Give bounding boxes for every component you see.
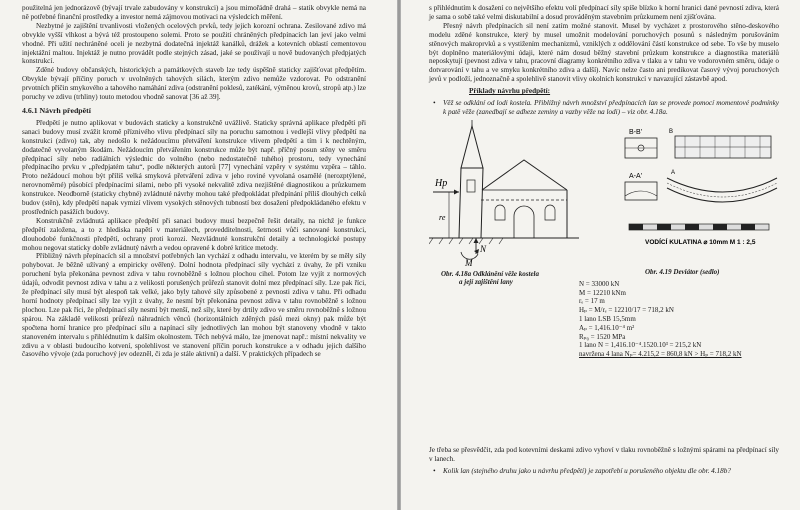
paragraph: Je třeba se přesvědčit, zda pod kotevními deskami zdivo vyhoví v tlaku rovnoběžně s ložnými spárami na předpínací síly v lanech. [429,446,779,463]
n-label: N [480,243,487,254]
deviator-figure [605,120,781,252]
paragraph: Předpětí je nutno aplikovat v budovách staticky a konstrukčně uvážlivě. Staticky správná aplikace předpětí při sanaci budovy musí zvážit kromě příznivého vlivu předpínací síly na poruchu samotnou i vedlejší vlivy předpětí na konstrukci (zdivo) tak, aby nedošlo k nežádoucímu přetváření konstrukce vlivem předpětí a tím i k nechtěným, dodatečně vyvolaným škodám. Nežádoucím přetvářením konstrukce může být např. příčný posun stěny ve směru předpínací síly nebo radiálních výslednic do volného (nebo nedostatečně tuhého) prostoru, tedy vynechání předpínacího prvku v „předpjatém tahu“, podle některých autorů [77] vynechání vzpěry v systému vzpěra – táhlo. Proto nežádoucí mohou být příliš velká smyková přetváření zdiva v jeho roviné vyvolaná osamělé (nerozptýlené, nerovnoměrné) působící předpínacími silami, nebo při vysoké nekvalitě zdiva nezjištěné diagnostikou a průzkumem konstrukce. Neodborně (staticky chybné) zvládnuté návrhy mohou také předpokládat předpínání příliš dlouhých celků budov (stěn), kdy předpětí napak vymizí vlivem vysokých stěnových tubností bez dosažení předpokládaného efektu v prostředních pasážích budovy. [22,118,366,216]
calc-line: Rₚ₀ = 1520 MPa [579,332,626,341]
paragraph: Konstrukčně zvládnutá aplikace předpětí při sanaci budovy musí bezpečně řešit detaily, na nichž je funkce předpětí založena, a to z hlediska napětí v materiálech, provedditelnosti, šetrnosti vůči sanované konstrukci, dlouhodobé funkčnosti předpětí, ochrany proti korozi. Nezvládnuté konstrukční detaily a technologické postupy mohou negovat staticky dobře zvládnutý návrh a vedou opravené k dobré kritice metody. [22,216,366,252]
calc-line: M = 12210 kNm [579,288,626,297]
figure-caption: Obr. 4.19 Deviátor (sedlo) [645,267,720,276]
bullet-item: • Věž se odklání od lodi kostela. Přibližný návrh množství předpínacích lan se provede pomocí momentové podmínky k patě věže (zanedbají se adheze zeminy a vazby věže na lodi) – viz obr. 4.18a. [429,99,779,117]
right-page [401,0,800,510]
church-tower-figure [429,120,579,270]
mark-b-label: B [669,128,674,135]
paragraph: Nezbytné je zajištění trvanlivosti vložených ocelových prvků, tedy jejich korozní ochrana. Zesilované zdivo má obvykle vyšší vlhkost a bývá též prostoupeno solemi. Proto se použití chráněných předpínacích lan jeví jako velmi vhodné. Při užití nechráněné oceli je nezbytná dodatečná injektáž kanálků, drážek a kotevních oblastí cementovou injektážní maltou. Injektáž je nutno provádět podle stejných zásad, jaké se používají u nově budovaných předpjatých konstrukcí. [22,21,366,66]
calc-line: rₑ = 17 m [579,297,605,306]
paragraph: použitelná jen jednorázově (bývají trvale zabudovány v konstrukci) a jsou mimořádně drahá – statik obvykle nemá na ně potřebné finanční prostředky a investor nemá zájmovou motivaci na výsledcích měření. [22,4,366,21]
calculation-block [579,280,784,359]
left-page [0,0,397,510]
caption-line: a její zajištění lany [459,278,513,287]
section-heading: 4.6.1 Návrh předpětí [22,105,91,115]
paragraph: Přesný návrh předpínacích sil není zatím možné stanovit. Musel by vycházet z prostorového stěno-deskového modelu zděné konstrukce, který by musel umožnit modelování poruchových posunů s následným porušováním stěnových makroprvků a s vystižením mechanizmů, vzniklých z oddělování částí konstrukce od sebe. To vše by muselo být doplněno materiálovými údaji, které nám dosud běžný stavební průzkum konstrukce a diagnostika materiálů neposkytují (pevnost zdiva v tahu, pracovní diagramy konkrétního zdiva v tlaku a v tahu ve vodorovném směru, údaje o dotvarování v tahu a ve smyku konkrétního zdiva a další). Navíc nelze často ani predikovat časový vývoj poruchových jevů v podloží, jednoznačně a spolehlivě stanovit vlivy okolních konstrukcí v navazující zástavbě apod. [429,21,779,84]
section-bb-label: B-B' [629,128,643,136]
calc-line: Hₚ = M/rₑ = 12210/17 = 718,2 kN [579,306,674,315]
section-aa-label: A-A' [629,172,643,180]
figures-area [429,120,779,359]
hp-label: Hp [435,177,448,189]
right-page-bottom [429,446,779,479]
caption-line: Obr. 4.18a Odklánění věže kostela [441,269,539,278]
calc-line: 1 lano N = 1,416.10⁻⁴.1520.10³ = 215,2 kN [579,341,702,350]
paragraph: Zděné budovy občanských, historických a památkových staveb lze tedy úspěšně staticky zajišťovat předpětím. Obvykle bývají příčiny poruch v uvolněných tahových silách, kterým zdivo nemůže vzdorovat. Po odstranění prvotních příčin smykového a tahového namáhání zdiva (odstranění poklesů, zatékání, výměnou krovů, stropů atp.) lze poruchy ve zdivu (trhliny) touto metodou vhodně sanovat [36 až 39]. [22,66,366,102]
calc-line: Aₚ = 1,416.10⁻⁴ m² [579,323,635,332]
calc-line: 1 lano LSB 15,5mm [579,315,636,324]
left-page-text [22,4,366,359]
figure-caption [441,270,539,287]
examples-title: Příklady návrhu předpětí: [469,87,551,96]
paragraph: Přibližný návrh přepínacích sil a množství potřebných lan vychází z odhadu intervalu, ve kterém by se měly síly pohybovat. Je běžně užívaný a empiricky ověřený. Dolní hodnota předpínací síly vychází z úvahy, že při vzniku poruchení byla překonána pevnost zdiva v tahu rovnoběžně s ložnou plochou cihel. Potom lze vyjít z normových údajů, odvodit pevnost zdiva v tahu a z velikosti porušených průřezů stanovit dolní mez předpínací síly. Lze pak říci, že předpínací síly musí být alespoň tak velké, jako byly tahové síly způsobené z pevnosti zdiva v tahu. Při odhadu horní hodnoty předpínací síly lze vyjít z úvahy, že nesmí být překonána pevnost zdiva v tahu rovnoběžně s ložnou plochou. Lze pak říci, že předpínací síly nesmí být menší, než síly, které by drtily zdivo ve směru rovnoběžně s ložnou spárou. Na základě velikosti průřezů náhradních věnců (horizontálních zděných pásů mezi okny) pak může být spočtena horní hranice pro předpínací sílu a napínací síly jednotlivých lan mohou být stanoveny vhodně v takto stanoveném intervalu s přihlédnutím k dalším okolnostem. Těch nebývá málo, lze jmenovat např.: místní nekvality ve zdivu a v oblasti budoucího kotvení, spolehlivost ve stanovení příčin poruch konstrukce a v odhadu jejich dalšího časového vývoje (zda poruchový jev odezněl, či zda je stále aktivní) a další. V praktických případech se [22,252,366,359]
wire-scale-label: VODÍCÍ KULATINA ⌀ 10mm M 1 : 2,5 [645,238,756,246]
calc-result: navržena 4 lana Nₚ= 4.215,2 = 860,8 kN > Hₚ = 718,2 kN [579,350,742,359]
m-label: M [465,257,473,268]
paragraph: s přihlédnutím k dosažení co největšího efektu volí předpínací síly spíše blízko k horní hranici dané pevností zdiva, která je sama o sobě také velmi diskutabilní a dosud prováděným stavebním průzkumem není zjišťována. [429,4,779,21]
bullet-item: • Kolik lan (stejného druhu jako u návrhu předpětí) je zapotřebí u porušeného objektu dle obr. 4.18b? [429,467,779,476]
mark-a-label: A [671,169,676,176]
right-page-text [429,4,779,359]
re-label: re [439,212,446,222]
calc-line: N = 33000 kN [579,279,620,288]
